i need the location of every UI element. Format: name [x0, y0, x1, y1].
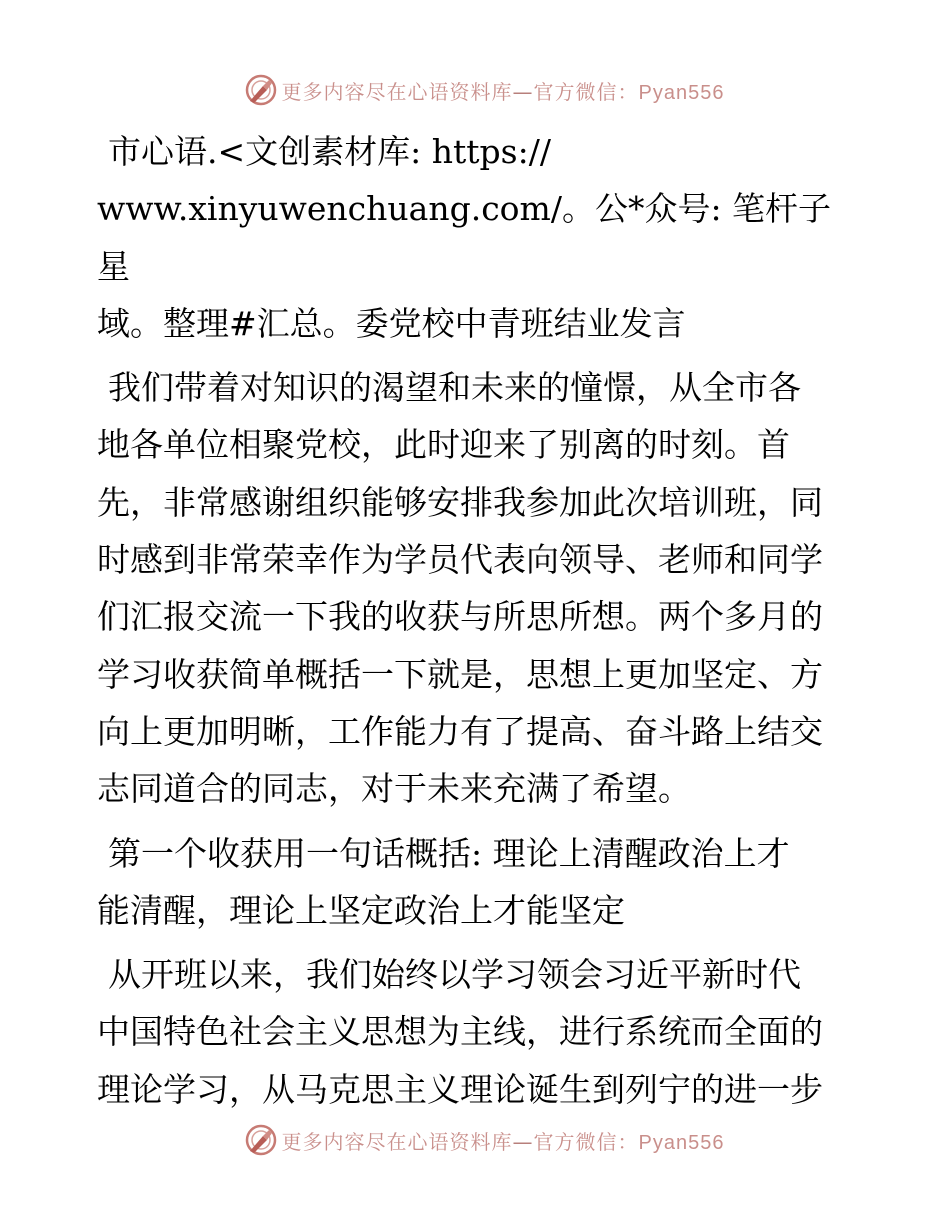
paragraph: 从开班以来，我们始终以学习领会习近平新时代 中国特色社会主义思想为主线，进行系统而全面的 理论学习，从马克思主义理论诞生到列宁的进一步	[97, 955, 823, 1109]
paragraph: 第一个收获用一句话概括: 理论上清醒政治上才 能清醒，理论上坚定政治上才能坚定	[97, 833, 790, 930]
pen-nib-circle-icon	[244, 1123, 278, 1157]
watermark-text: 更多内容尽在心语资料库—官方微信：Pyan556	[281, 1129, 725, 1154]
document-body	[97, 123, 857, 1125]
footer-watermark	[0, 1120, 950, 1160]
paragraph: 我们带着对知识的渴望和未来的憧憬，从全市各 地各单位相聚党校，此时迎来了别离的时刻。首 先，非常感谢组织能够安排我参加此次培训班，同 时感到非常荣幸作为学员代表向领导、老师和同学 们汇报交流一下我的收获与所思所想。两个多月的 学习收获简单概括一下就是，思想上更加坚定、方 向上更加明晰，工作能力有了提高、奋斗路上结交 志同道合的同志，对于未来充满了希望。	[97, 368, 823, 809]
paragraph-title: 市心语.<文创素材库: https:// www.xinyuwenchuang.com/。公*众号: 笔杆子星 域。整理#汇总。委党校中青班结业发言	[97, 132, 832, 343]
pen-nib-circle-icon	[244, 73, 278, 107]
header-watermark	[0, 70, 950, 110]
watermark-text: 更多内容尽在心语资料库—官方微信：Pyan556	[281, 79, 725, 104]
